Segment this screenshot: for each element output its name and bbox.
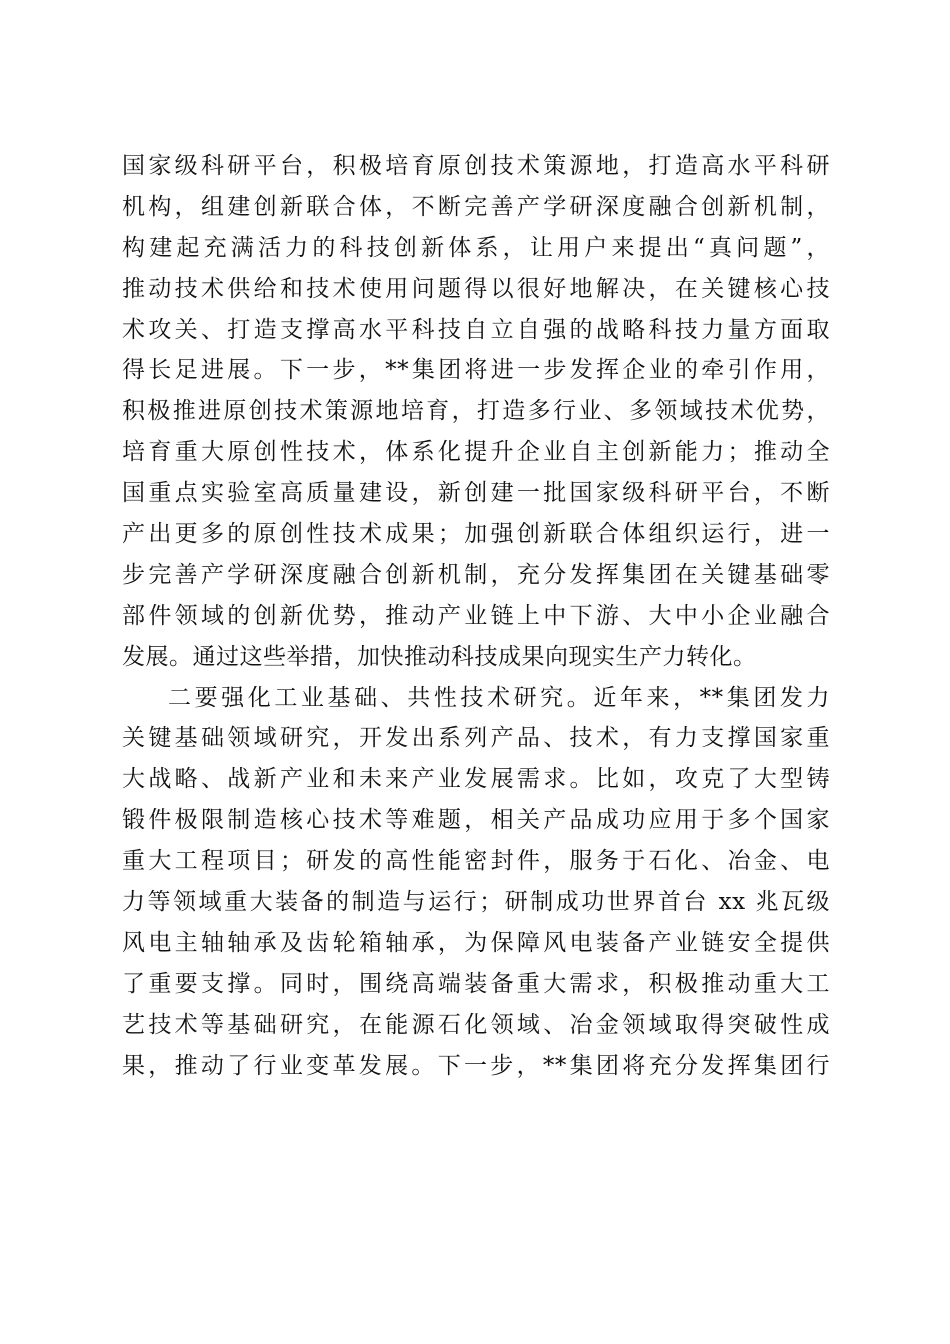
text-line: 机构，组建创新联合体，不断完善产学研深度融合创新机制， [122,193,830,220]
text-line: 关键基础领域研究，开发出系列产品、技术，有力支撑国家重 [122,725,830,752]
text-line: 了重要支撑。同时，围绕高端装备重大需求，积极推动重大工 [122,970,830,997]
text-line: 艺技术等基础研究，在能源石化领域、冶金领域取得突破性成 [122,1011,830,1038]
text-line: 大战略、战新产业和未来产业发展需求。比如，攻克了大型铸 [122,766,830,793]
text-line: 果，推动了行业变革发展。下一步，**集团将充分发挥集团行 [122,1052,830,1079]
text-line: 国家级科研平台，积极培育原创技术策源地，打造高水平科研 [122,153,830,179]
text-line: 构建起充满活力的科技创新体系，让用户来提出“真问题”， [122,234,830,261]
text-line: 培育重大原创性技术，体系化提升企业自主创新能力；推动全 [122,439,830,466]
body-text [122,146,830,1086]
text-line: 术攻关、打造支撑高水平科技自立自强的战略科技力量方面取 [122,316,830,343]
paragraph-end-line: 发展。通过这些举措，加快推动科技成果向现实生产力转化。 [122,643,757,670]
text-line: 推动技术供给和技术使用问题得以很好地解决，在关键核心技 [122,275,830,302]
text-line: 重大工程项目；研发的高性能密封件，服务于石化、冶金、电 [122,848,830,875]
text-line: 风电主轴轴承及齿轮箱轴承，为保障风电装备产业链安全提供 [122,929,830,956]
text-line: 力等领域重大装备的制造与运行；研制成功世界首台 xx 兆瓦级 [122,889,830,916]
text-line: 产出更多的原创性技术成果；加强创新联合体组织运行，进一 [122,521,830,548]
text-line: 锻件极限制造核心技术等难题，相关产品成功应用于多个国家 [122,807,830,834]
text-line: 积极推进原创技术策源地培育，打造多行业、多领域技术优势， [122,398,830,425]
text-line: 国重点实验室高质量建设，新创建一批国家级科研平台，不断 [122,480,830,507]
text-line: 得长足进展。下一步，**集团将进一步发挥企业的牵引作用， [122,357,830,384]
paragraph-start-line: 二要强化工业基础、共性技术研究。近年来，**集团发力 [168,684,830,711]
text-line: 部件领域的创新优势，推动产业链上中下游、大中小企业融合 [122,602,830,629]
text-line: 步完善产学研深度融合创新机制，充分发挥集团在关键基础零 [122,561,830,588]
